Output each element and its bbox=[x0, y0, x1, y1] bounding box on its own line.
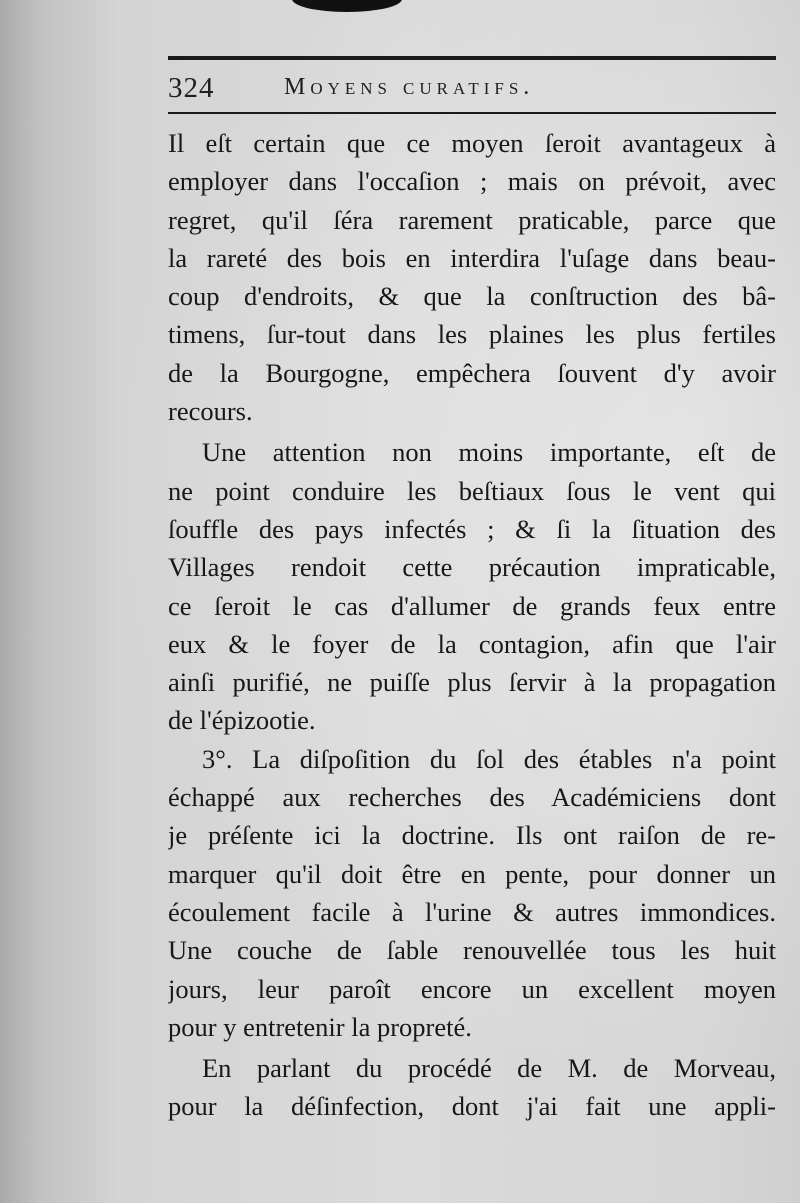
text-line: regret, qu'il ſéra rarement praticable, parce que bbox=[168, 204, 776, 235]
header-rule-top bbox=[168, 56, 776, 60]
text-line: ſouffle des pays infectés ; & ſi la ſituation des bbox=[168, 513, 776, 544]
page-number: 324 bbox=[168, 72, 215, 104]
page-header bbox=[168, 70, 776, 108]
text-line: 3°. La diſpoſition du ſol des étables n'a point bbox=[202, 743, 776, 774]
text-line: employer dans l'occaſion ; mais on prévoit, avec bbox=[168, 166, 776, 197]
text-line: Il eſt certain que ce moyen ſeroit avantageux à bbox=[168, 128, 776, 158]
header-rule-bottom bbox=[168, 112, 776, 114]
text-line: timens, ſur-tout dans les plaines les plus fertiles bbox=[168, 319, 776, 350]
text-line: Villages rendoit cette précaution impraticable, bbox=[168, 552, 776, 583]
text-line: la rareté des bois en interdira l'uſage dans beau- bbox=[168, 242, 776, 273]
text-line: écoulement facile à l'urine & autres immondices. bbox=[168, 896, 776, 927]
text-line: ce ſeroit le cas d'allumer de grands feux entre bbox=[168, 590, 776, 621]
text-line: recours. bbox=[168, 396, 253, 427]
text-line: ainſi purifié, ne puiſſe plus ſervir à la propagation bbox=[168, 667, 776, 698]
text-line: marquer qu'il doit être en pente, pour donner un bbox=[168, 858, 776, 889]
text-line: Une attention non moins importante, eſt de bbox=[202, 437, 776, 468]
scan-shadow bbox=[292, 0, 402, 12]
text-line: échappé aux recherches des Académiciens dont bbox=[168, 782, 776, 813]
text-line: de l'épizootie. bbox=[168, 705, 316, 736]
text-line: ne point conduire les beſtiaux ſous le vent qui bbox=[168, 475, 776, 506]
text-line: de la Bourgogne, empêchera ſouvent d'y avoir bbox=[168, 357, 776, 388]
text-line: pour la déſinfection, dont j'ai fait une appli- bbox=[168, 1091, 776, 1122]
text-line: Une couche de ſable renouvellée tous les huit bbox=[168, 935, 776, 966]
text-line: eux & le foyer de la contagion, afin que l'air bbox=[168, 628, 776, 659]
body-text bbox=[168, 124, 776, 1126]
text-line: coup d'endroits, & que la conſtruction des bâ- bbox=[168, 281, 776, 312]
text-line: jours, leur paroît encore un excellent moyen bbox=[168, 973, 776, 1004]
text-line: En parlant du procédé de M. de Morveau, bbox=[202, 1053, 776, 1084]
running-head: Moyens curatifs. bbox=[284, 74, 535, 100]
text-line: pour y entretenir la propreté. bbox=[168, 1011, 472, 1042]
text-line: je préſente ici la doctrine. Ils ont raiſon de re- bbox=[168, 820, 776, 851]
